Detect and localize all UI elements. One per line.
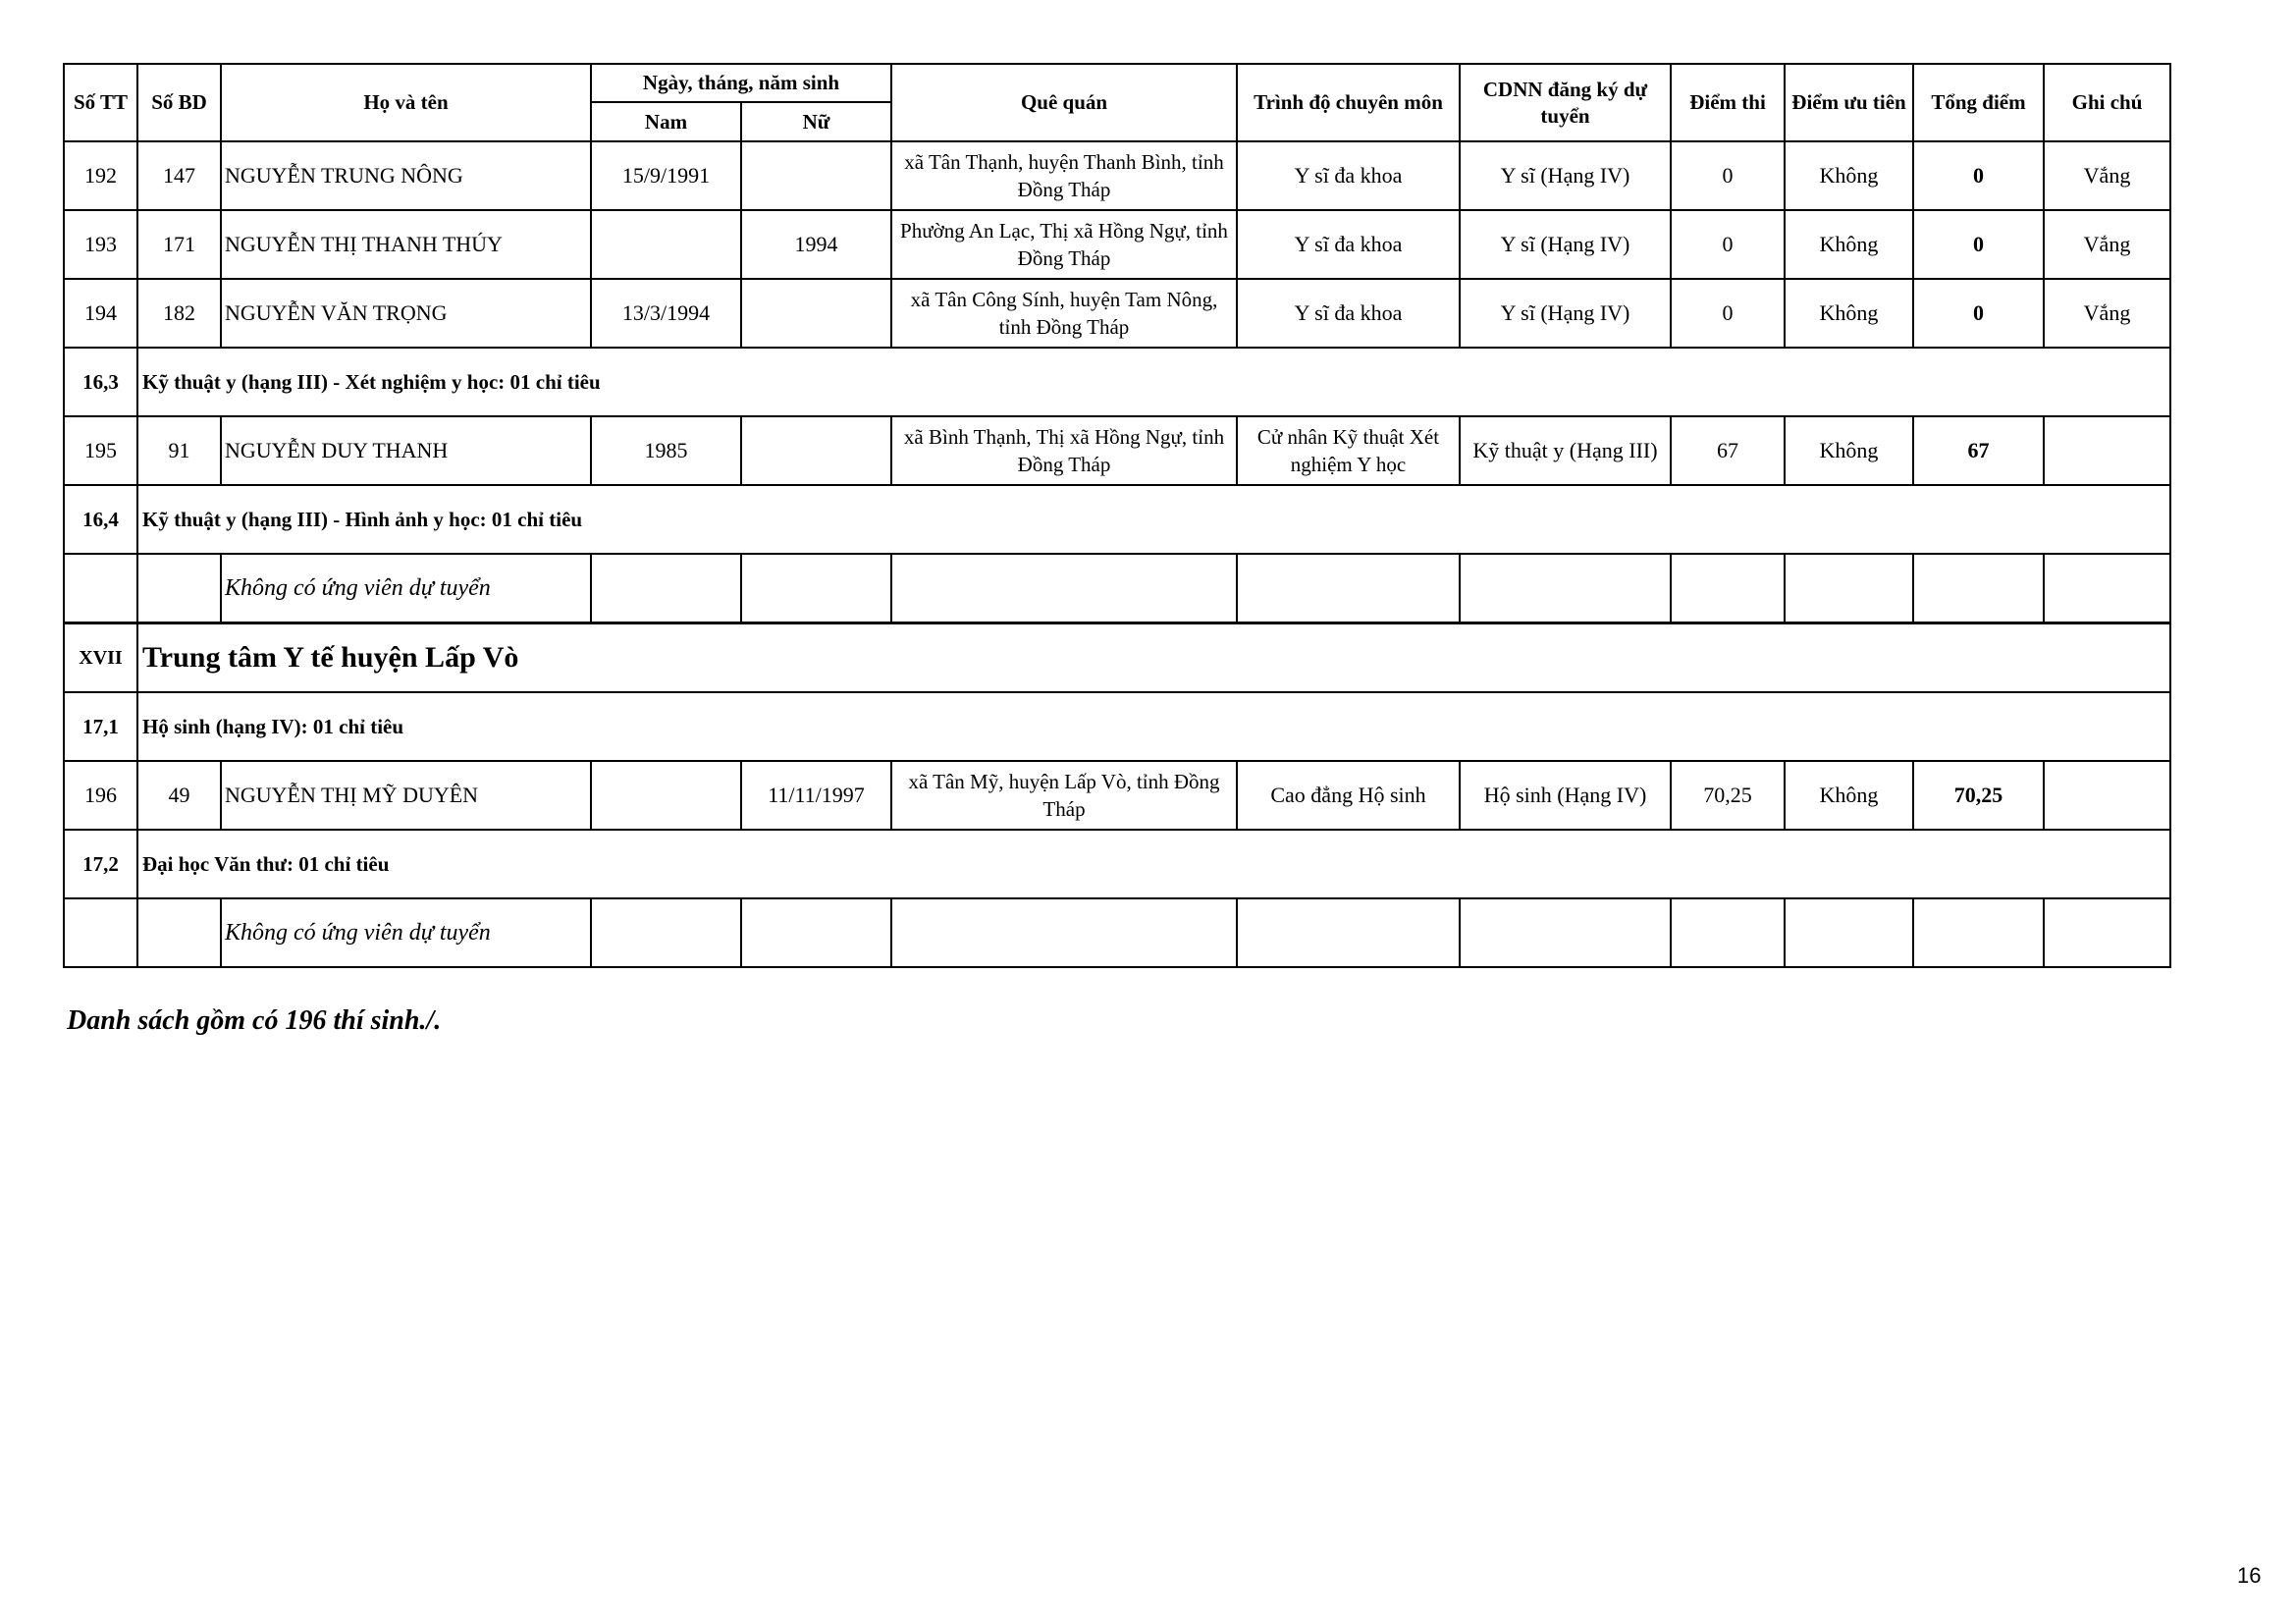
- table-row: [64, 416, 2170, 485]
- table-header: [64, 64, 2170, 141]
- table-row: [64, 279, 2170, 348]
- header-position: CDNN đăng ký dự tuyển: [1460, 64, 1671, 141]
- note-cell: Vắng: [2044, 279, 2170, 348]
- note-cell: Vắng: [2044, 210, 2170, 279]
- qualification-cell: Y sĩ đa khoa: [1237, 279, 1460, 348]
- note-cell: [2044, 416, 2170, 485]
- section-title: Đại học Văn thư: 01 chỉ tiêu: [137, 830, 2170, 898]
- header-stt: Số TT: [64, 64, 137, 141]
- male-birth-cell: 15/9/1991: [591, 141, 741, 210]
- priority-cell: Không: [1785, 761, 1913, 830]
- qualification-cell: Y sĩ đa khoa: [1237, 141, 1460, 210]
- male-birth-cell: 13/3/1994: [591, 279, 741, 348]
- header-female: Nữ: [741, 102, 891, 141]
- name-cell: NGUYỄN TRUNG NÔNG: [221, 141, 591, 210]
- no-candidate-text: Không có ứng viên dự tuyển: [221, 898, 591, 967]
- hometown-cell: xã Tân Mỹ, huyện Lấp Vò, tỉnh Đồng Tháp: [891, 761, 1237, 830]
- total-score-cell: 70,25: [1913, 761, 2044, 830]
- sbd-cell: 182: [137, 279, 221, 348]
- exam-score-cell: 0: [1671, 210, 1785, 279]
- header-total-score: Tổng điểm: [1913, 64, 2044, 141]
- header-sbd: Số BD: [137, 64, 221, 141]
- sbd-cell: 91: [137, 416, 221, 485]
- hometown-cell: Phường An Lạc, Thị xã Hồng Ngự, tỉnh Đồng Tháp: [891, 210, 1237, 279]
- female-birth-cell: [741, 416, 891, 485]
- male-birth-cell: [591, 761, 741, 830]
- priority-cell: Không: [1785, 210, 1913, 279]
- qualification-cell: Y sĩ đa khoa: [1237, 210, 1460, 279]
- name-cell: NGUYỄN DUY THANH: [221, 416, 591, 485]
- stt-cell: 193: [64, 210, 137, 279]
- unit-row: [64, 623, 2170, 693]
- section-row: [64, 348, 2170, 416]
- header-qualification: Trình độ chuyên môn: [1237, 64, 1460, 141]
- section-row: [64, 485, 2170, 554]
- name-cell: NGUYỄN THỊ THANH THÚY: [221, 210, 591, 279]
- no-candidate-row: [64, 898, 2170, 967]
- total-score-cell: 0: [1913, 141, 2044, 210]
- name-cell: NGUYỄN VĂN TRỌNG: [221, 279, 591, 348]
- table-row: [64, 141, 2170, 210]
- total-score-cell: 0: [1913, 210, 2044, 279]
- header-birthdate: Ngày, tháng, năm sinh: [591, 64, 891, 102]
- female-birth-cell: 1994: [741, 210, 891, 279]
- header-priority-score: Điểm ưu tiên: [1785, 64, 1913, 141]
- qualification-cell: Cử nhân Kỹ thuật Xét nghiệm Y học: [1237, 416, 1460, 485]
- hometown-cell: xã Tân Thạnh, huyện Thanh Bình, tỉnh Đồng Tháp: [891, 141, 1237, 210]
- section-number: 16,3: [64, 348, 137, 416]
- unit-number: XVII: [64, 623, 137, 693]
- table-row: [64, 761, 2170, 830]
- summary-text: Danh sách gồm có 196 thí sinh./.: [67, 1005, 442, 1036]
- section-row: [64, 692, 2170, 761]
- section-title: Hộ sinh (hạng IV): 01 chỉ tiêu: [137, 692, 2170, 761]
- table-row: [64, 210, 2170, 279]
- section-title: Kỹ thuật y (hạng III) - Hình ảnh y học: 01 chỉ tiêu: [137, 485, 2170, 554]
- section-number: 16,4: [64, 485, 137, 554]
- priority-cell: Không: [1785, 279, 1913, 348]
- stt-cell: 192: [64, 141, 137, 210]
- header-note: Ghi chú: [2044, 64, 2170, 141]
- male-birth-cell: 1985: [591, 416, 741, 485]
- stt-cell: 196: [64, 761, 137, 830]
- page-number: 16: [2237, 1563, 2262, 1588]
- exam-score-cell: 70,25: [1671, 761, 1785, 830]
- no-candidate-row: [64, 554, 2170, 623]
- position-cell: Hộ sinh (Hạng IV): [1460, 761, 1671, 830]
- section-title: Kỹ thuật y (hạng III) - Xét nghiệm y học: 01 chỉ tiêu: [137, 348, 2170, 416]
- position-cell: Y sĩ (Hạng IV): [1460, 210, 1671, 279]
- header-exam-score: Điểm thi: [1671, 64, 1785, 141]
- note-cell: [2044, 761, 2170, 830]
- position-cell: Kỹ thuật y (Hạng III): [1460, 416, 1671, 485]
- section-row: [64, 830, 2170, 898]
- position-cell: Y sĩ (Hạng IV): [1460, 279, 1671, 348]
- priority-cell: Không: [1785, 416, 1913, 485]
- female-birth-cell: 11/11/1997: [741, 761, 891, 830]
- hometown-cell: xã Tân Công Sính, huyện Tam Nông, tỉnh Đồng Tháp: [891, 279, 1237, 348]
- header-male: Nam: [591, 102, 741, 141]
- section-number: 17,2: [64, 830, 137, 898]
- exam-score-cell: 67: [1671, 416, 1785, 485]
- female-birth-cell: [741, 141, 891, 210]
- total-score-cell: 67: [1913, 416, 2044, 485]
- exam-score-cell: 0: [1671, 279, 1785, 348]
- sbd-cell: 147: [137, 141, 221, 210]
- stt-cell: 195: [64, 416, 137, 485]
- total-score-cell: 0: [1913, 279, 2044, 348]
- unit-title: Trung tâm Y tế huyện Lấp Vò: [137, 623, 2170, 693]
- exam-score-cell: 0: [1671, 141, 1785, 210]
- sbd-cell: 171: [137, 210, 221, 279]
- position-cell: Y sĩ (Hạng IV): [1460, 141, 1671, 210]
- name-cell: NGUYỄN THỊ MỸ DUYÊN: [221, 761, 591, 830]
- priority-cell: Không: [1785, 141, 1913, 210]
- hometown-cell: xã Bình Thạnh, Thị xã Hồng Ngự, tỉnh Đồng Tháp: [891, 416, 1237, 485]
- candidate-table: [63, 63, 2171, 968]
- stt-cell: 194: [64, 279, 137, 348]
- note-cell: Vắng: [2044, 141, 2170, 210]
- sbd-cell: 49: [137, 761, 221, 830]
- qualification-cell: Cao đẳng Hộ sinh: [1237, 761, 1460, 830]
- no-candidate-text: Không có ứng viên dự tuyển: [221, 554, 591, 623]
- female-birth-cell: [741, 279, 891, 348]
- section-number: 17,1: [64, 692, 137, 761]
- header-name: Họ và tên: [221, 64, 591, 141]
- header-hometown: Quê quán: [891, 64, 1237, 141]
- male-birth-cell: [591, 210, 741, 279]
